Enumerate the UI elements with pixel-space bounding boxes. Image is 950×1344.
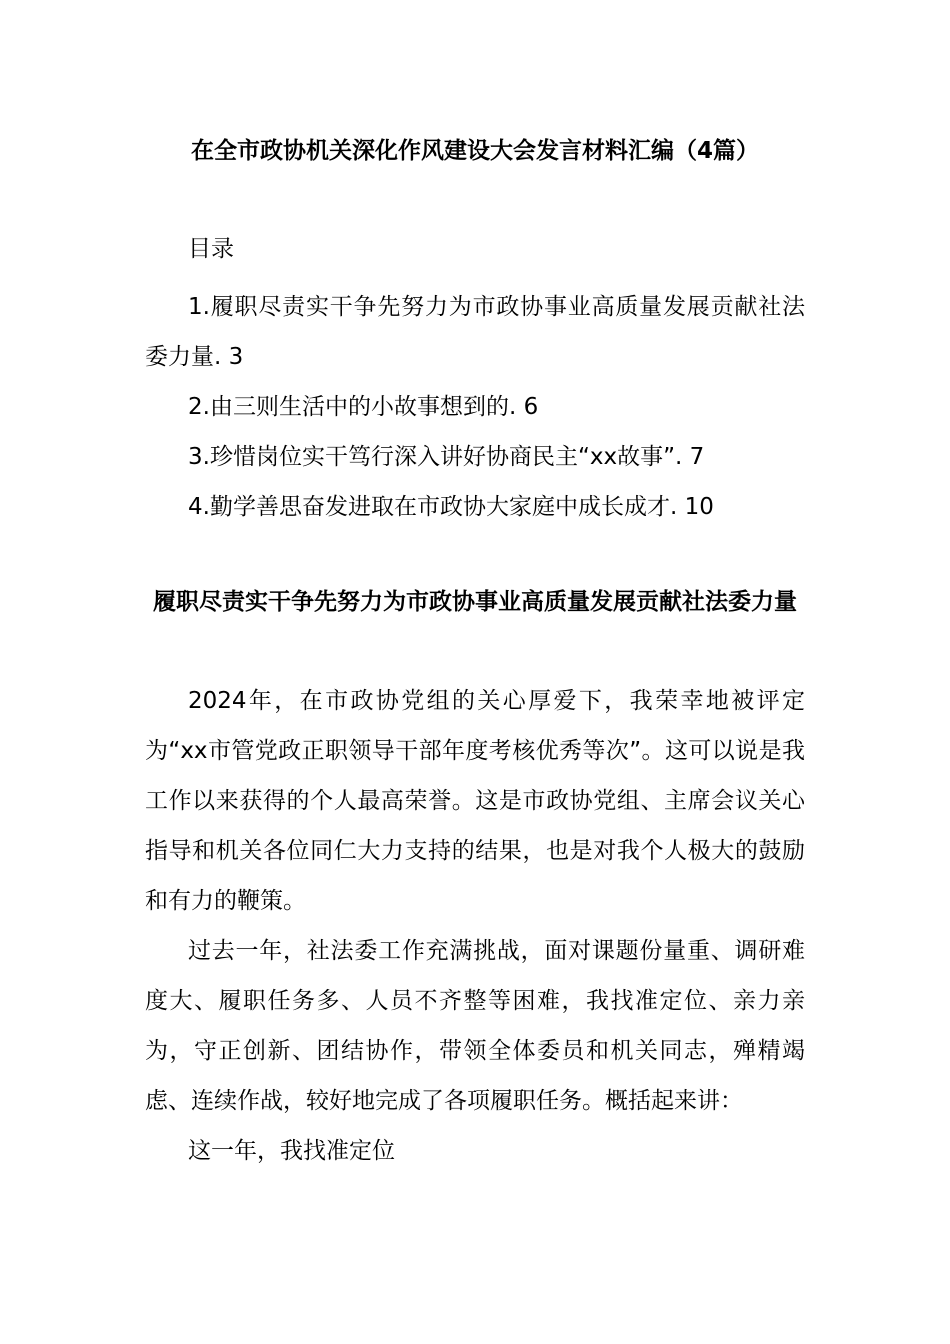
paragraph: 过去一年，社法委工作充满挑战，面对课题份量重、调研难度大、履职任务多、人员不齐整等困难，我找准定位、亲力亲为，守正创新、团结协作，带领全体委员和机关同志，殚精竭虑、连续作战，较好地完成了各项履职任务。概括起来讲： xyxy=(145,938,805,1114)
toc-item[interactable]: 1.履职尽责实干争先努力为市政协事业高质量发展贡献社法委力量. 3 xyxy=(145,294,805,370)
paragraph: 2024年，在市政协党组的关心厚爱下，我荣幸地被评定为“xx市管党政正职领导干部年度考核优秀等次”。这可以说是我工作以来获得的个人最高荣誉。这是市政协党组、主席会议关心指导和机关各位同仁大力支持的结果，也是对我个人极大的鼓励和有力的鞭策。 xyxy=(145,688,805,914)
section-title: 履职尽责实干争先努力为市政协事业高质量发展贡献社法委力量 xyxy=(153,589,797,615)
toc-item[interactable]: 2.由三则生活中的小故事想到的. 6 xyxy=(188,394,539,420)
toc-item[interactable]: 3.珍惜岗位实干笃行深入讲好协商民主“xx故事”. 7 xyxy=(188,444,705,470)
body-text xyxy=(145,676,805,1176)
table-of-contents xyxy=(145,282,805,532)
toc-heading: 目录 xyxy=(188,236,234,262)
paragraph: 这一年，我找准定位 xyxy=(188,1138,395,1164)
toc-item[interactable]: 4.勤学善思奋发进取在市政协大家庭中成长成才. 10 xyxy=(188,494,714,520)
document-title: 在全市政协机关深化作风建设大会发言材料汇编（4篇） xyxy=(190,138,759,164)
